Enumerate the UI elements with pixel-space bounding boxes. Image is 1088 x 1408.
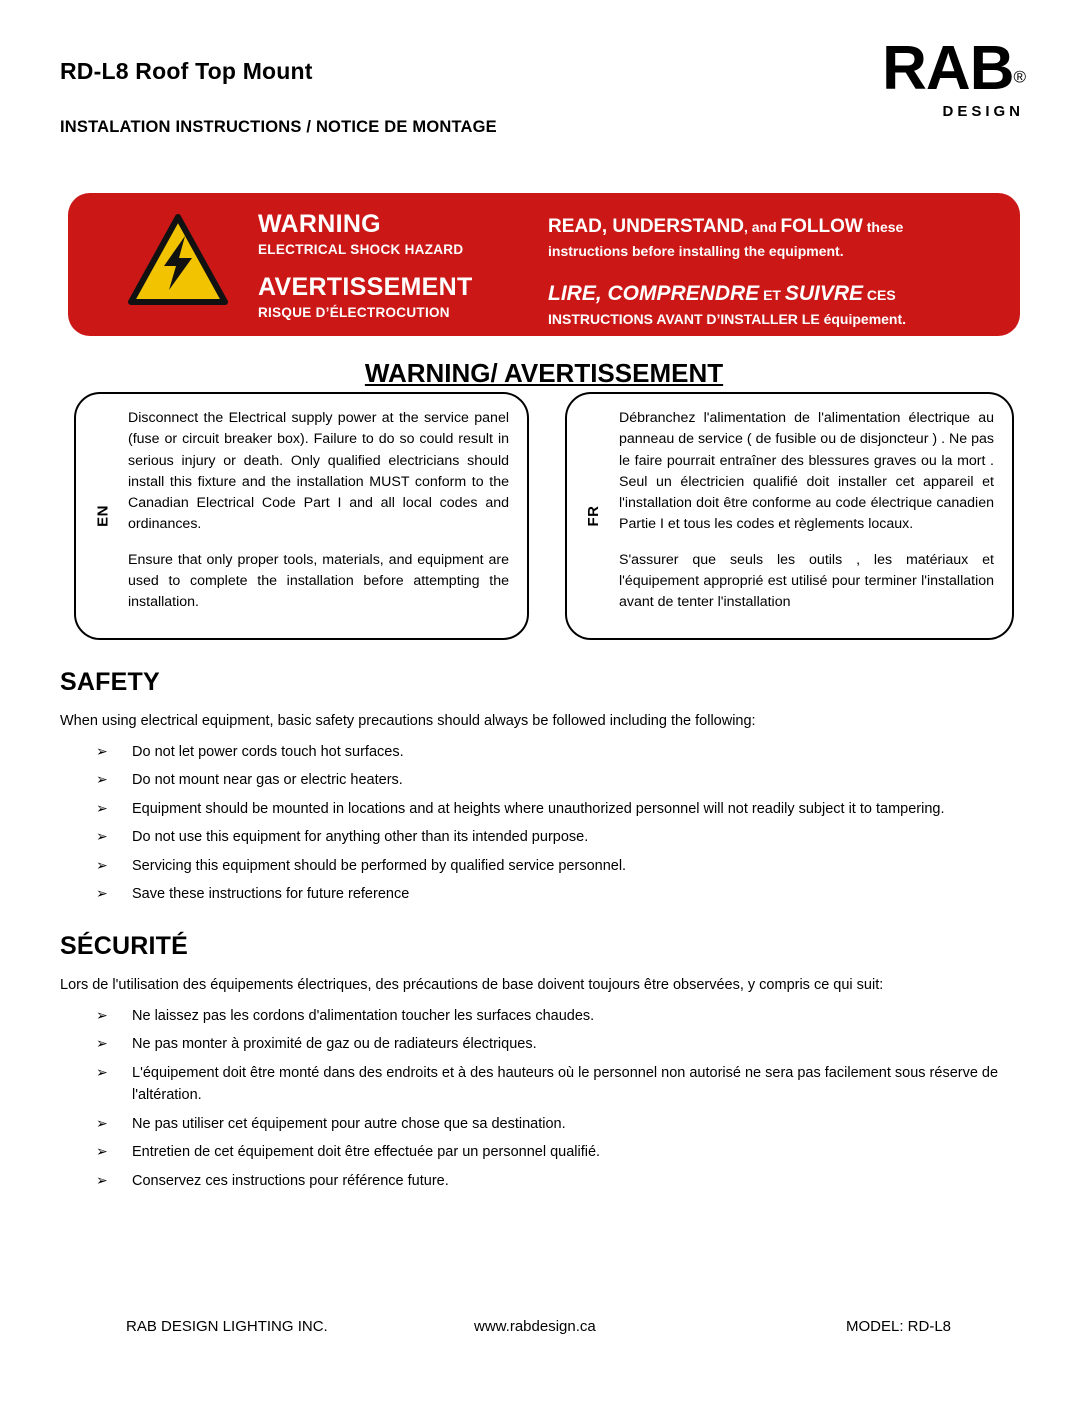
securite-intro: Lors de l'utilisation des équipements électriques, des précautions de base doivent toujours être observées, y compris ce qui suit: bbox=[60, 977, 884, 993]
list-item bbox=[96, 795, 1030, 823]
bullet-arrow-icon: ➢ bbox=[96, 828, 108, 845]
list-item bbox=[96, 766, 1030, 794]
list-item-label: Do not mount near gas or electric heaters. bbox=[132, 772, 403, 789]
banner-lire-mid1: ET bbox=[759, 286, 785, 303]
banner-lire-fr bbox=[548, 279, 998, 330]
list-item-label: Ne laissez pas les cordons d'alimentation toucher les surfaces chaudes. bbox=[132, 1008, 595, 1025]
safety-section bbox=[60, 668, 1030, 909]
list-item-label: Entretien de cet équipement doit être effectuée par un personnel qualifié. bbox=[132, 1144, 601, 1161]
list-item bbox=[96, 880, 1030, 908]
list-item bbox=[96, 1059, 1030, 1110]
page-title: RD-L8 Roof Top Mount bbox=[60, 58, 313, 84]
bullet-arrow-icon: ➢ bbox=[96, 771, 108, 788]
banner-lire-tail1: CES bbox=[863, 286, 896, 303]
list-item bbox=[96, 738, 1030, 766]
list-item-label: Do not let power cords touch hot surfaces. bbox=[132, 744, 404, 761]
safety-intro: When using electrical equipment, basic safety precautions should always be followed including the following: bbox=[60, 713, 756, 729]
footer-website[interactable]: www.rabdesign.ca bbox=[474, 1318, 596, 1335]
list-item-label: Ne pas monter à proximité de gaz ou de radiateurs électriques. bbox=[132, 1036, 537, 1053]
document-header bbox=[0, 0, 1088, 150]
banner-warning-fr-sub: RISQUE D’ÉLECTROCUTION bbox=[258, 305, 450, 320]
banner-lire-bold1: LIRE, COMPRENDRE bbox=[548, 281, 760, 305]
warning-en-paragraph-2: Ensure that only proper tools, materials, and equipment are used to complete the installation before attempting the installation. bbox=[128, 551, 509, 611]
banner-read-bold1: READ, UNDERSTAND bbox=[548, 216, 744, 237]
bullet-arrow-icon: ➢ bbox=[96, 1063, 108, 1080]
list-item-label: Conservez ces instructions pour référence future. bbox=[132, 1172, 449, 1189]
banner-warning-en-sub: ELECTRICAL SHOCK HAZARD bbox=[258, 242, 464, 257]
warning-box-fr bbox=[565, 392, 1014, 640]
banner-read-line2: instructions before installing the equipment. bbox=[548, 242, 844, 259]
list-item bbox=[96, 823, 1030, 851]
bullet-arrow-icon: ➢ bbox=[96, 743, 108, 760]
securite-section bbox=[60, 932, 1030, 1195]
banner-right-column bbox=[548, 213, 998, 330]
language-label-en: EN bbox=[94, 505, 112, 527]
language-label-fr: FR bbox=[585, 505, 602, 527]
warning-fr-paragraph-1: Débranchez l'alimentation de l'alimentation électrique au panneau de service ( de fusible ou de disjoncteur ) . Ne pas le faire pourrait entraîner des blessures graves ou la mort . Seul un électricien qualifié doit installer cet appareil et l'installation doit être conforme au code électrique canadien Partie I et tous les codes et règlements locaux. bbox=[619, 410, 994, 533]
banner-warning-fr: AVERTISSEMENT bbox=[258, 273, 473, 301]
banner-left-column bbox=[258, 210, 548, 320]
banner-read-mid1: , and bbox=[743, 219, 781, 235]
bullet-arrow-icon: ➢ bbox=[96, 1007, 108, 1024]
banner-read-en bbox=[548, 213, 998, 261]
footer-model: MODEL: RD-L8 bbox=[846, 1318, 952, 1335]
warning-banner bbox=[68, 193, 1020, 336]
bullet-arrow-icon: ➢ bbox=[96, 885, 108, 902]
banner-read-bold2: FOLLOW bbox=[780, 216, 863, 237]
rab-design-logo bbox=[882, 34, 1026, 120]
list-item bbox=[96, 1167, 1030, 1195]
safety-title: SAFETY bbox=[60, 668, 160, 696]
list-item bbox=[96, 852, 1030, 880]
warning-fr-paragraph-2: S'assurer que seuls les outils , les matériaux et l'équipement approprié est utilisé pour terminer l'installation avant de tenter l'installation bbox=[619, 551, 994, 611]
safety-list bbox=[60, 738, 1030, 909]
logo-tagline: DESIGN bbox=[942, 103, 1024, 120]
list-item bbox=[96, 1030, 1030, 1058]
list-item-label: Save these instructions for future reference bbox=[132, 886, 410, 903]
list-item-label: Servicing this equipment should be performed by qualified service personnel. bbox=[132, 857, 627, 874]
bullet-arrow-icon: ➢ bbox=[96, 1035, 108, 1052]
list-item bbox=[96, 1110, 1030, 1138]
page-subtitle: INSTALATION INSTRUCTIONS / NOTICE DE MONTAGE bbox=[60, 118, 497, 136]
warning-section-heading: WARNING/ AVERTISSEMENT bbox=[364, 358, 724, 388]
list-item-label: L'équipement doit être monté dans des endroits et à des hauteurs où le personnel non autorisé ne sera pas facilement sous réserve de l'altération. bbox=[132, 1064, 999, 1104]
bullet-arrow-icon: ➢ bbox=[96, 1171, 108, 1188]
bullet-arrow-icon: ➢ bbox=[96, 856, 108, 873]
securite-list bbox=[60, 1002, 1030, 1195]
footer-company: RAB DESIGN LIGHTING INC. bbox=[126, 1318, 328, 1335]
high-voltage-icon bbox=[128, 214, 228, 308]
bullet-arrow-icon: ➢ bbox=[96, 1143, 108, 1160]
registered-trademark-icon: ® bbox=[1013, 67, 1026, 87]
list-item-label: Equipment should be mounted in locations and at heights where unauthorized personnel will not readily subject it to tampering. bbox=[132, 800, 945, 817]
list-item bbox=[96, 1138, 1030, 1166]
logo-wordmark: RAB bbox=[882, 34, 1014, 103]
banner-lire-bold2: SUIVRE bbox=[784, 281, 864, 305]
banner-lire-line2: INSTRUCTIONS AVANT D’INSTALLER LE équipement. bbox=[548, 311, 907, 328]
securite-title: SÉCURITÉ bbox=[60, 932, 189, 960]
warning-en-paragraph-1: Disconnect the Electrical supply power at the service panel (fuse or circuit breaker box). Failure to do so could result in serious injury or death. Only qualified electricians should install this fixture and the installation MUST conform to the Canadian Electrical Code Part I and all local codes and ordinances. bbox=[128, 410, 509, 533]
banner-warning-en: WARNING bbox=[258, 210, 381, 238]
bullet-arrow-icon: ➢ bbox=[96, 799, 108, 816]
bullet-arrow-icon: ➢ bbox=[96, 1114, 108, 1131]
list-item-label: Ne pas utiliser cet équipement pour autre chose que sa destination. bbox=[132, 1115, 566, 1132]
warning-box-en bbox=[74, 392, 529, 640]
list-item-label: Do not use this equipment for anything other than its intended purpose. bbox=[132, 829, 589, 846]
list-item bbox=[96, 1002, 1030, 1030]
banner-read-tail1: these bbox=[862, 219, 904, 235]
